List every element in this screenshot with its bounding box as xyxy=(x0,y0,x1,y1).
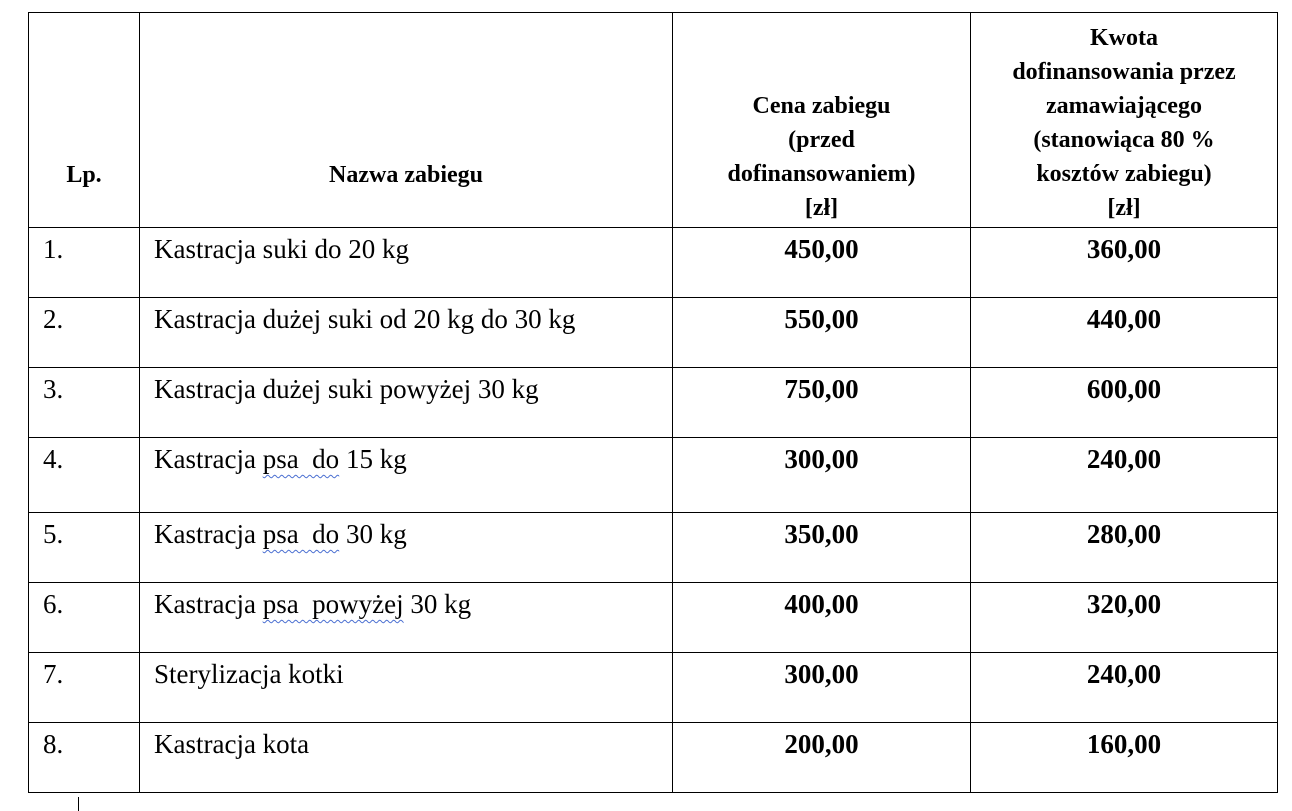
row-price: 400,00 xyxy=(673,583,971,653)
header-name: Nazwa zabiegu xyxy=(140,13,673,228)
table-row xyxy=(29,513,1278,583)
row-price: 300,00 xyxy=(673,653,971,723)
row-lp: 5. xyxy=(29,513,140,583)
row-name-text: Kastracja dużej suki od 20 kg do 30 kg xyxy=(154,304,576,334)
row-name xyxy=(140,723,673,793)
row-name xyxy=(140,438,673,513)
row-subsidy: 160,00 xyxy=(971,723,1278,793)
table-row xyxy=(29,368,1278,438)
header-row xyxy=(29,13,1278,228)
row-lp: 7. xyxy=(29,653,140,723)
row-price: 200,00 xyxy=(673,723,971,793)
spellcheck-word[interactable]: psa powyżej xyxy=(262,589,404,619)
row-lp: 2. xyxy=(29,298,140,368)
row-price: 550,00 xyxy=(673,298,971,368)
row-subsidy: 440,00 xyxy=(971,298,1278,368)
row-price: 750,00 xyxy=(673,368,971,438)
table-row xyxy=(29,228,1278,298)
header-subsidy-line: zamawiającego xyxy=(1046,93,1202,119)
row-price: 350,00 xyxy=(673,513,971,583)
header-price-line: dofinansowaniem) xyxy=(727,161,916,187)
spellcheck-word[interactable]: psa do xyxy=(262,444,340,474)
row-price: 450,00 xyxy=(673,228,971,298)
header-subsidy-line: dofinansowania przez xyxy=(1012,59,1236,85)
row-name-text: Kastracja xyxy=(154,589,263,619)
table-row xyxy=(29,653,1278,723)
row-name-text: Kastracja xyxy=(154,519,263,549)
table-row xyxy=(29,438,1278,513)
row-name-text: Sterylizacja kotki xyxy=(154,659,344,689)
text-cursor xyxy=(78,797,79,811)
row-name-text: 30 kg xyxy=(403,589,472,619)
row-name xyxy=(140,513,673,583)
row-subsidy: 280,00 xyxy=(971,513,1278,583)
row-subsidy: 360,00 xyxy=(971,228,1278,298)
row-subsidy: 240,00 xyxy=(971,438,1278,513)
row-name-text: Kastracja xyxy=(154,444,263,474)
header-lp: Lp. xyxy=(29,13,140,228)
spellcheck-word[interactable]: psa do xyxy=(262,519,340,549)
pricing-table xyxy=(28,12,1278,793)
header-price-line: Cena zabiegu xyxy=(752,93,891,119)
table-row xyxy=(29,298,1278,368)
row-name-text: 15 kg xyxy=(339,444,407,474)
row-subsidy: 240,00 xyxy=(971,653,1278,723)
table-row xyxy=(29,583,1278,653)
row-name-text: Kastracja dużej suki powyżej 30 kg xyxy=(154,374,539,404)
row-name xyxy=(140,298,673,368)
row-name-text: Kastracja suki do 20 kg xyxy=(154,234,409,264)
row-subsidy: 320,00 xyxy=(971,583,1278,653)
row-lp: 4. xyxy=(29,438,140,513)
row-lp: 8. xyxy=(29,723,140,793)
row-name-text: Kastracja kota xyxy=(154,729,310,759)
row-name-text: 30 kg xyxy=(339,519,407,549)
header-price xyxy=(673,13,971,228)
header-subsidy-line: (stanowiąca 80 % xyxy=(1033,127,1215,153)
row-price: 300,00 xyxy=(673,438,971,513)
table-row xyxy=(29,723,1278,793)
row-name xyxy=(140,228,673,298)
header-subsidy-line: [zł] xyxy=(1107,195,1141,221)
header-price-line: [zł] xyxy=(804,195,839,221)
row-name xyxy=(140,368,673,438)
row-subsidy: 600,00 xyxy=(971,368,1278,438)
header-subsidy-line: Kwota xyxy=(1090,25,1158,51)
header-subsidy-line: kosztów zabiegu) xyxy=(1036,161,1212,187)
row-lp: 1. xyxy=(29,228,140,298)
row-lp: 6. xyxy=(29,583,140,653)
header-price-line: (przed xyxy=(788,127,855,153)
row-name xyxy=(140,583,673,653)
row-lp: 3. xyxy=(29,368,140,438)
header-subsidy xyxy=(971,13,1278,228)
row-name xyxy=(140,653,673,723)
